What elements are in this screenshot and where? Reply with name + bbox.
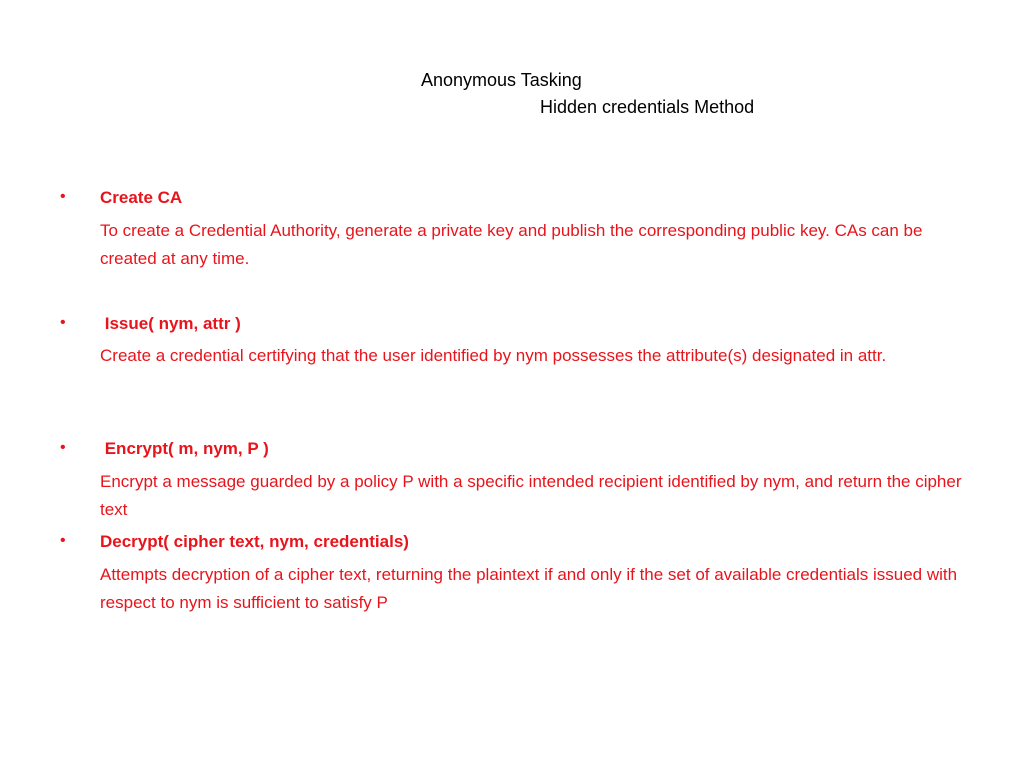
item-heading: Create CA xyxy=(100,188,183,207)
bullet-icon: • xyxy=(60,314,66,331)
item-description: Encrypt a message guarded by a policy P with a specific intended recipient identified by nym, and return the cipher text xyxy=(100,472,962,519)
slide-title: Anonymous Tasking xyxy=(421,70,582,90)
item-description: Create a credential certifying that the user identified by nym possesses the attribute(s) designated in attr. xyxy=(100,346,887,365)
item-heading: Decrypt( cipher text, nym, credentials) xyxy=(100,532,409,551)
bullet-icon: • xyxy=(60,532,66,549)
item-heading: Encrypt( m, nym, P ) xyxy=(100,439,269,458)
slide-subtitle: Hidden credentials Method xyxy=(540,97,755,117)
bullet-icon: • xyxy=(60,188,66,205)
item-heading: Issue( nym, attr ) xyxy=(100,314,241,333)
bullet-icon: • xyxy=(60,439,66,456)
item-description: Attempts decryption of a cipher text, returning the plaintext if and only if the set of available credentials issued with respect to nym is sufficient to satisfy P xyxy=(100,565,958,612)
item-description: To create a Credential Authority, generate a private key and publish the corresponding public key. CAs can be created at any time. xyxy=(100,221,923,268)
